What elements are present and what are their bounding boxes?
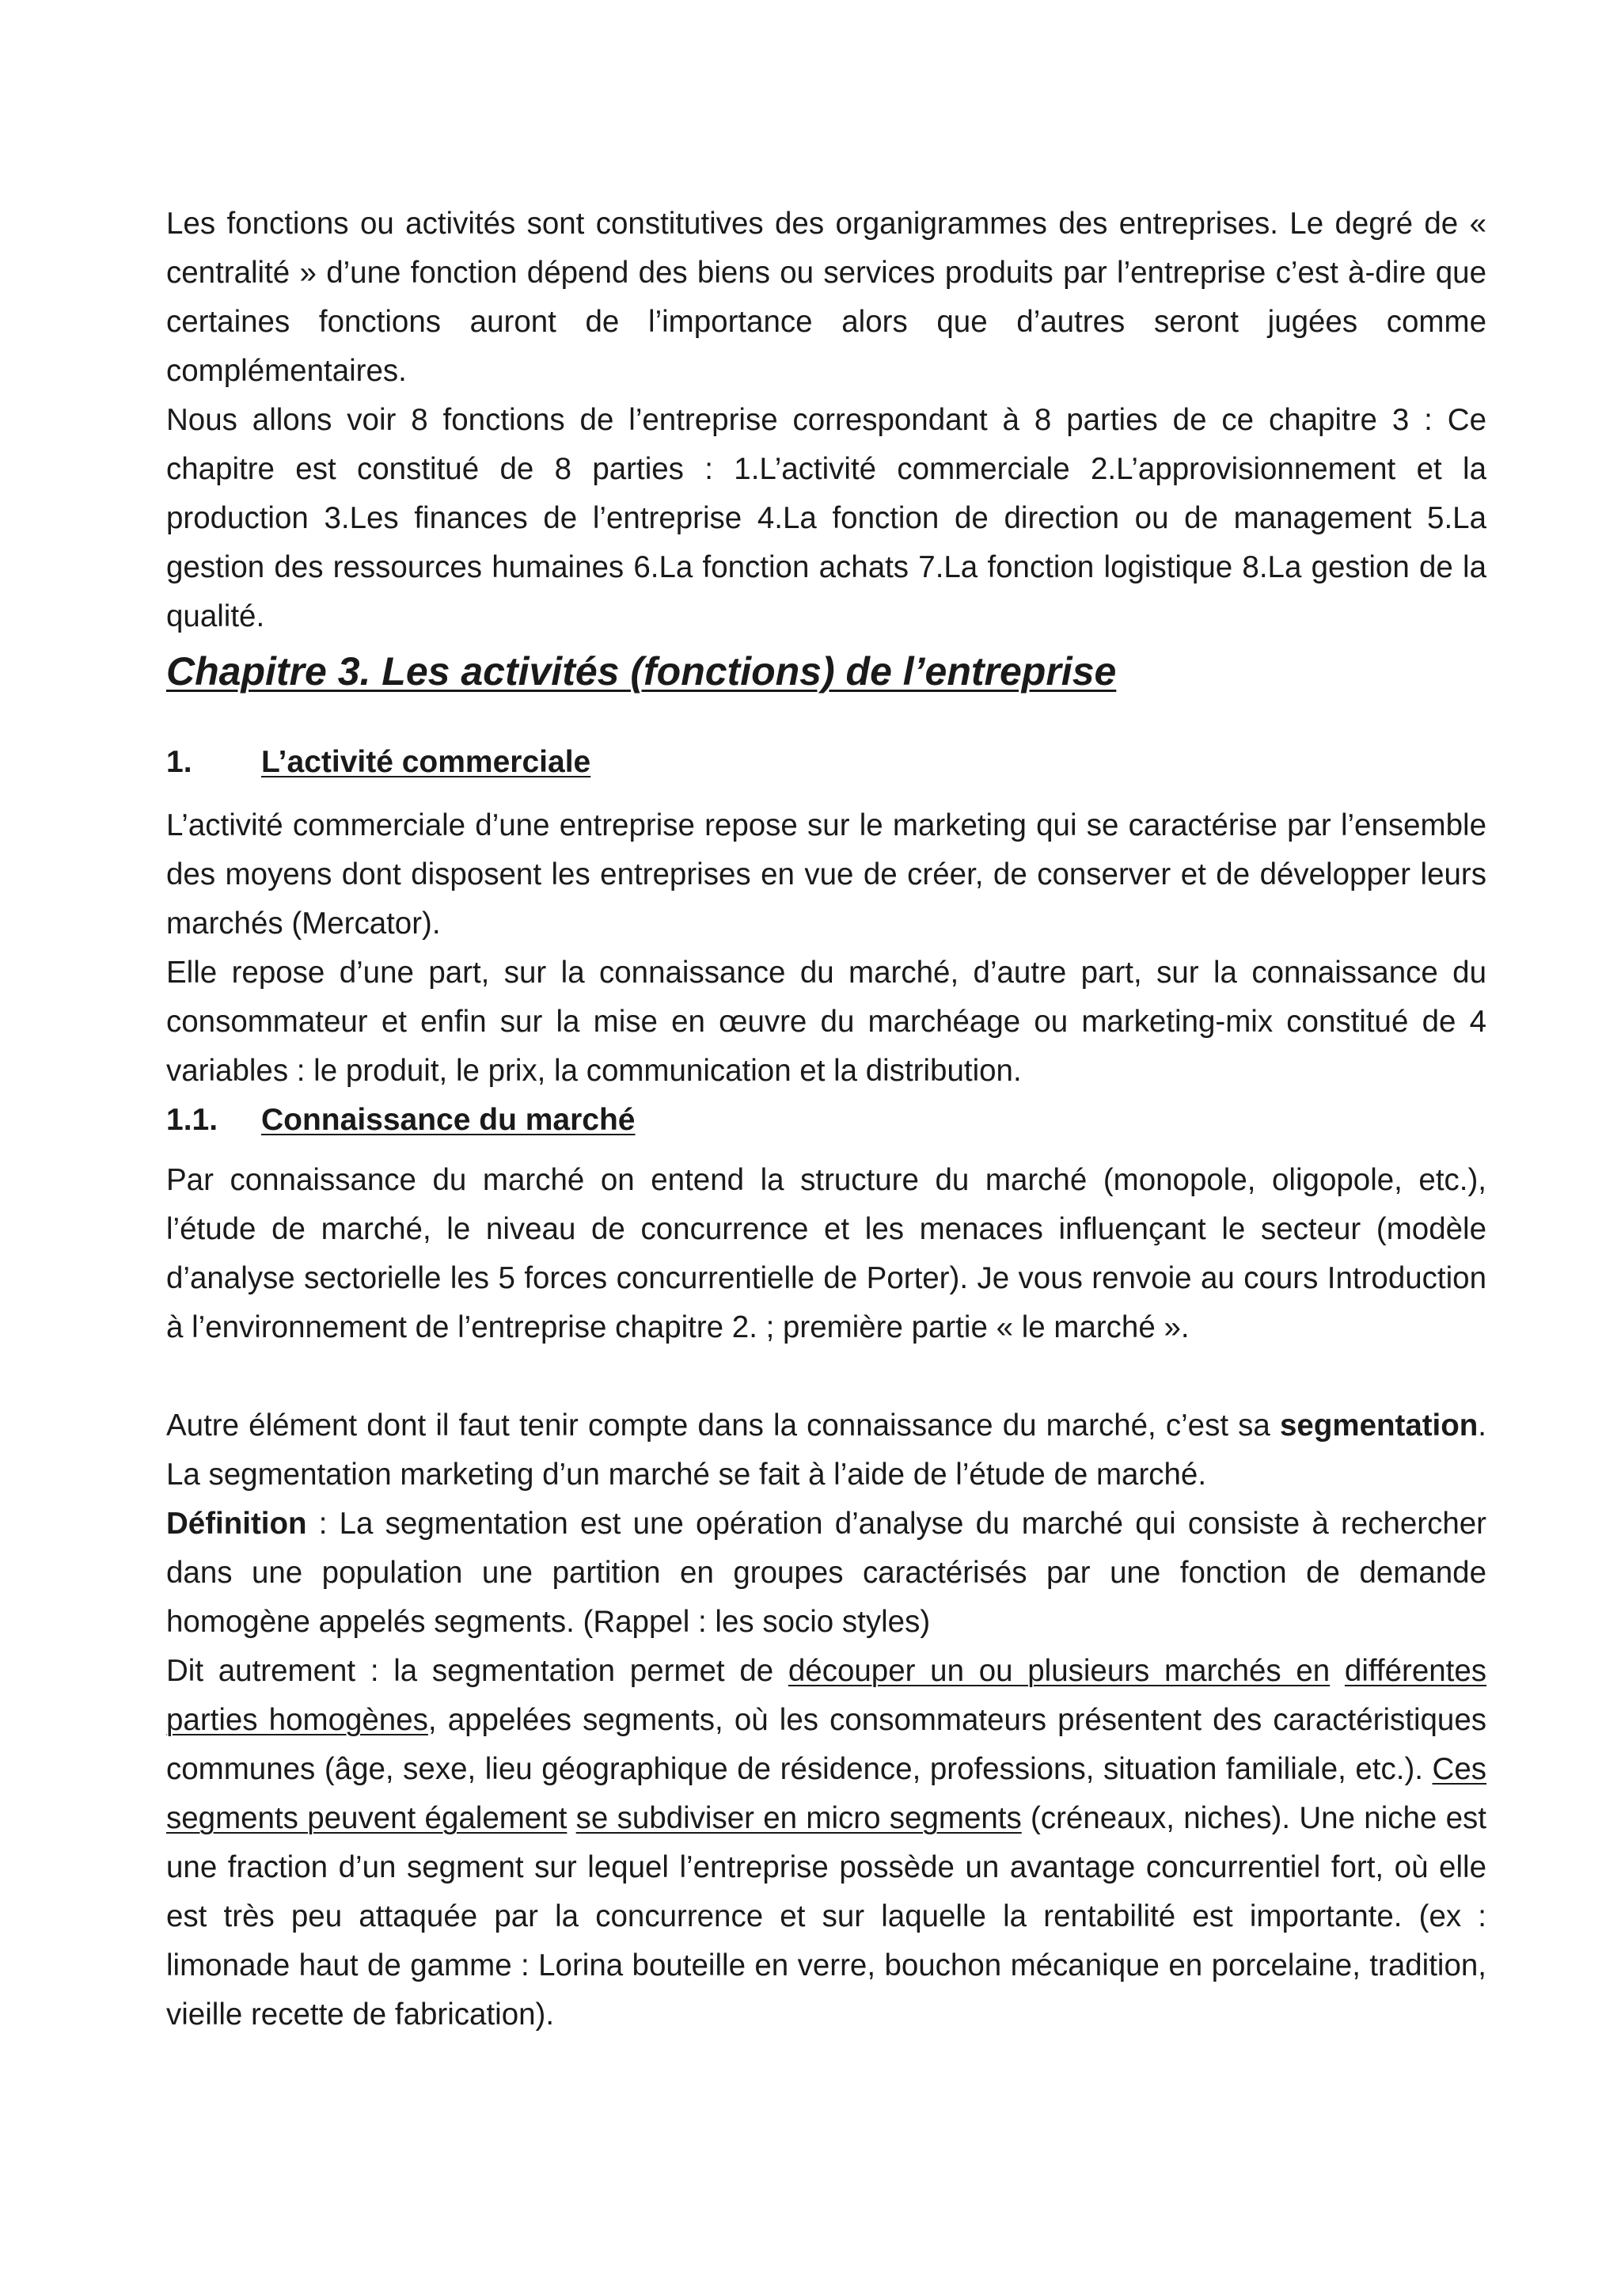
section-1-heading (166, 738, 1486, 787)
segmentation-bold: segmentation (1280, 1408, 1479, 1443)
intro-paragraph-2: Nous allons voir 8 fonctions de l’entreprise correspondant à 8 parties de ce chapitre 3 : Ce chapitre est constitué de 8 parties : 1.L’activité commerciale 2.L’approvisionnement et la production 3.Les finances de l’entreprise 4.La fonction de direction ou de management 5.La gestion des ressources humaines 6.La fonction achats 7.La fonction logistique 8.La gestion de la qualité. (166, 403, 1486, 633)
section-1-1-title: Connaissance du marché (261, 1103, 636, 1137)
section-1-1-heading (166, 1096, 1486, 1145)
section-1-paragraph-2: Elle repose d’une part, sur la connaissance du marché, d’autre part, sur la connaissance du consommateur et enfin sur la mise en œuvre du marchéage ou marketing-mix constitué de 4 variables : le produit, le prix, la communication et la distribution. (166, 956, 1486, 1088)
dit-autrement-paragraph (166, 1647, 1486, 2039)
definition-text: : La segmentation est une opération d’analyse du marché qui consiste à rechercher dans une population une partition en groupes caractérisés par une fonction de demande homogène appelés segments. (Rappel : les socio styles) (166, 1507, 1486, 1639)
chapter-title: Chapitre 3. Les activités (fonctions) de l’entreprise (166, 649, 1117, 694)
dit-text-3: , appelées segments, où les consommateurs présentent des caractéristiques communes (âge, sexe, lieu géographique de résidence, professions, situation familiale, etc.). (166, 1703, 1486, 1786)
section-1-1-paragraph-1: Par connaissance du marché on entend la structure du marché (monopole, oligopole, etc.), l’étude de marché, le niveau de concurrence et les menaces influençant le secteur (modèle d’analyse sectorielle les 5 forces concurrentielle de Porter). Je vous renvoie au cours Introduction à l’environnement de l’entreprise chapitre 2. ; première partie « le marché ». (166, 1163, 1486, 1344)
dit-text-2 (1330, 1654, 1345, 1688)
section-1-title: L’activité commerciale (261, 745, 591, 779)
section-1-paragraph-1: L’activité commerciale d’une entreprise repose sur le marketing qui se caractérise par l’ensemble des moyens dont disposent les entreprises en vue de créer, de conserver et de développer leurs marchés (Mercator). (166, 808, 1486, 941)
dit-underlined-4: se subdiviser en micro segments (575, 1801, 1022, 1835)
document-page (166, 200, 1486, 2039)
segmentation-paragraph (166, 1401, 1486, 1500)
definition-paragraph (166, 1500, 1486, 1647)
intro-paragraph-1: Les fonctions ou activités sont constitutives des organigrammes des entreprises. Le degré de « centralité » d’une fonction dépend des biens ou services produits par l’entreprise c’est à-dire que certaines fonctions auront de l’importance alors que d’autres seront jugées comme complémentaires. (166, 207, 1486, 388)
segmentation-text-before: Autre élément dont il faut tenir compte dans la connaissance du marché, c’est sa (166, 1408, 1280, 1443)
dit-underlined-3: Ces segments peuvent également (166, 1752, 1486, 1835)
dit-text-5: (créneaux, niches). Une niche est une fraction d’un segment sur lequel l’entreprise possède un avantage concurrentiel fort, où elle est très peu attaquée par la concurrence et sur laquelle la rentabilité est importante. (ex : limonade haut de gamme : Lorina bouteille en verre, bouchon mécanique en porcelaine, tradition, vieille recette de fabrication). (166, 1801, 1487, 2032)
section-1-number: 1. (166, 745, 192, 779)
section-1-1-number: 1.1. (166, 1103, 218, 1137)
dit-text-4 (567, 1801, 575, 1835)
definition-label: Définition (166, 1507, 307, 1541)
dit-underlined-2: différentes parties homogènes (166, 1654, 1486, 1737)
dit-underlined-1: découper un ou plusieurs marchés en (788, 1654, 1331, 1688)
dit-text-1: Dit autrement : la segmentation permet de (166, 1654, 788, 1688)
segmentation-text-after: . La segmentation marketing d’un marché se fait à l’aide de l’étude de marché. (166, 1408, 1486, 1492)
